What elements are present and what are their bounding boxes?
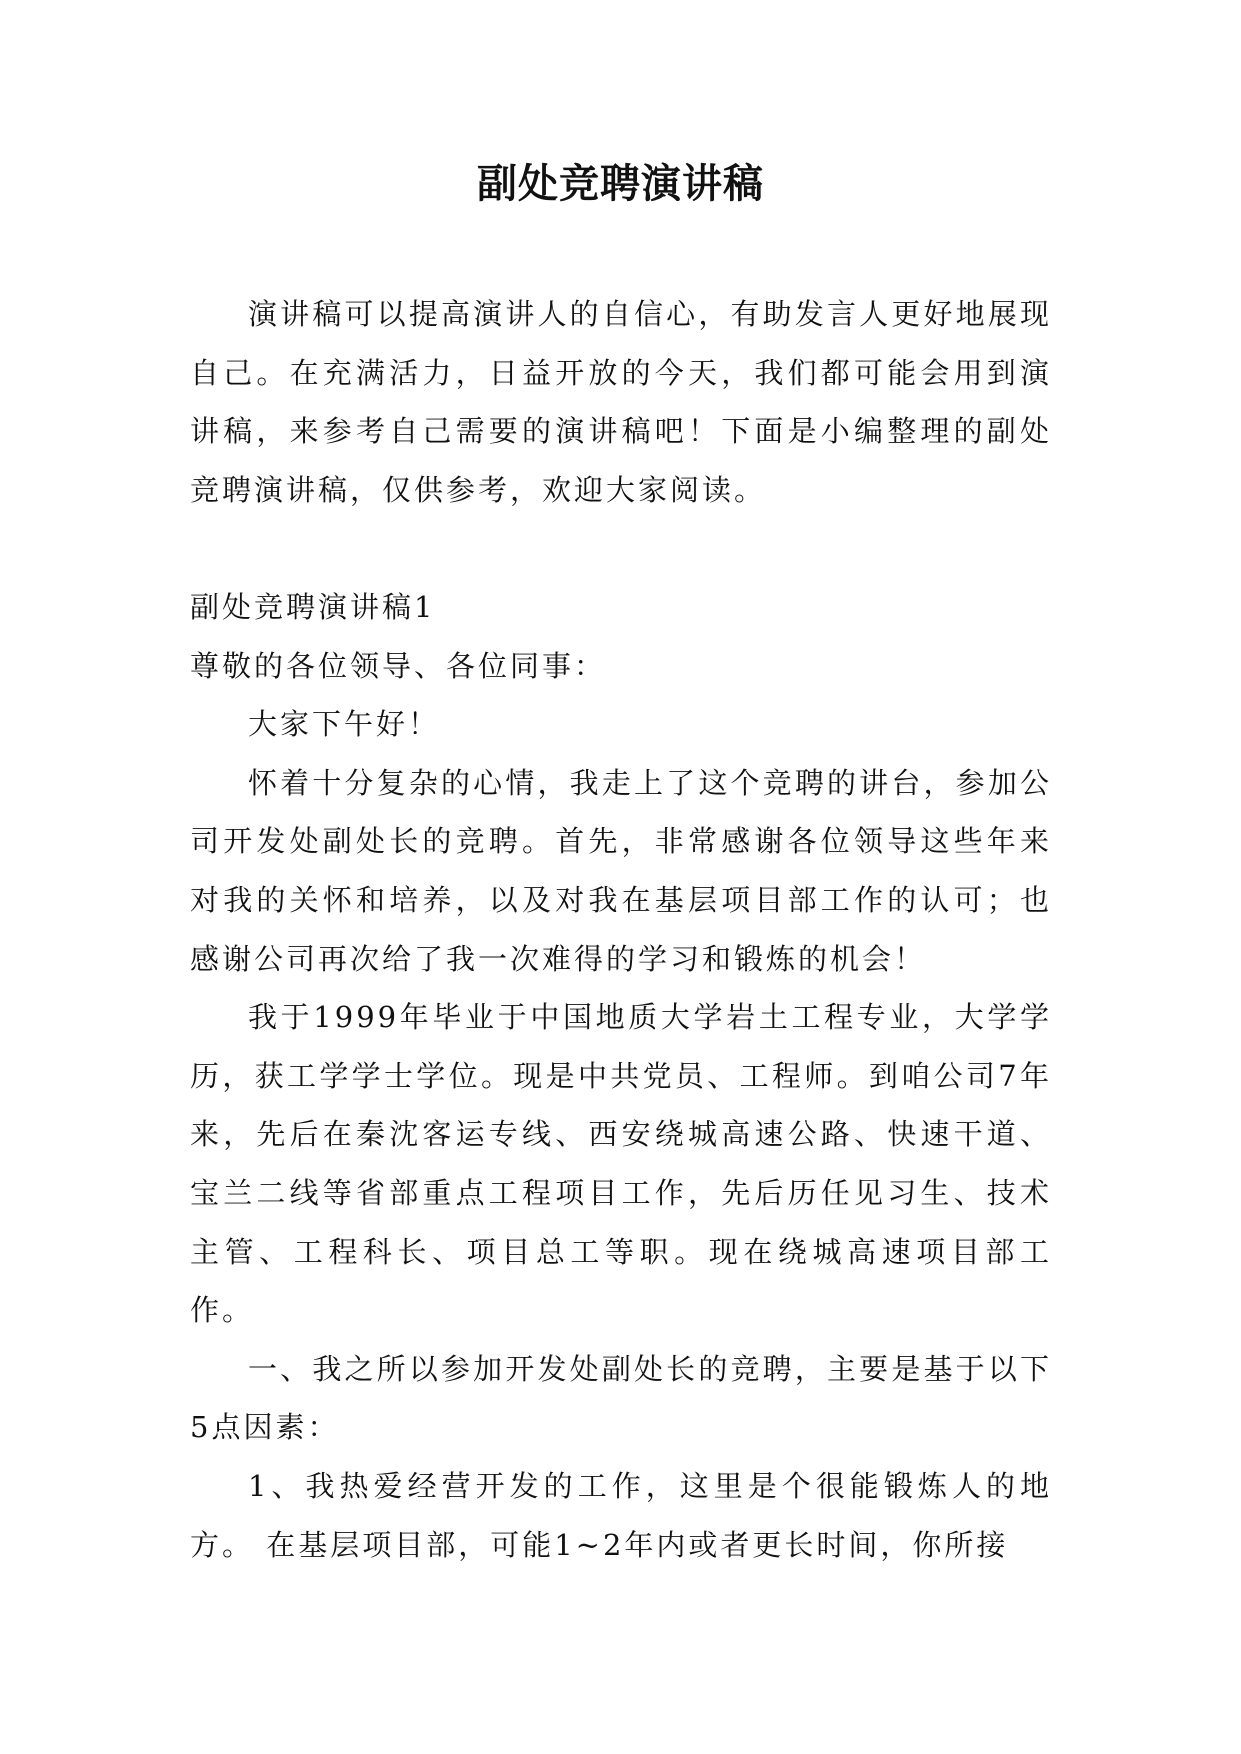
section-heading: 副处竞聘演讲稿1 [190,590,436,624]
salutation: 尊敬的各位领导、各位同事： [190,648,607,683]
body-paragraph: 1、我热爱经营开发的工作，这里是个很能锻炼人的地方。 在基层项目部，可能1~2年内或者更长时间，你所接 [190,1468,1052,1562]
intro-block [190,285,1052,519]
intro-paragraph: 演讲稿可以提高演讲人的自信心，有助发言人更好地展现自己。在充满活力，日益开放的今天，我们都可能会用到演讲稿，来参考自己需要的演讲稿吧！下面是小编整理的副处竞聘演讲稿，仅供参考，欢迎大家阅读。 [190,297,1052,507]
body-paragraph: 一、我之所以参加开发处副处长的竞聘，主要是基于以下5点因素： [190,1351,1052,1445]
body-paragraph: 怀着十分复杂的心情，我走上了这个竞聘的讲台，参加公司开发处副处长的竞聘。首先，非常感谢各位领导这些年来对我的关怀和培养，以及对我在基层项目部工作的认可；也感谢公司再次给了我一次难得的学习和锻炼的机会！ [190,765,1052,976]
speech-body [190,578,1052,1574]
greeting: 大家下午好！ [248,707,441,742]
document-title: 副处竞聘演讲稿 [477,161,764,207]
body-paragraph: 我于1999年毕业于中国地质大学岩土工程专业，大学学历，获工学学士学位。现是中共党员、工程师。到咱公司7年来，先后在秦沈客运专线、西安绕城高速公路、快速干道、宝兰二线等省部重点工程项目工作，先后历任见习生、技术主管、工程科长、项目总工等职。现在绕城高速项目部工作。 [190,1000,1052,1328]
